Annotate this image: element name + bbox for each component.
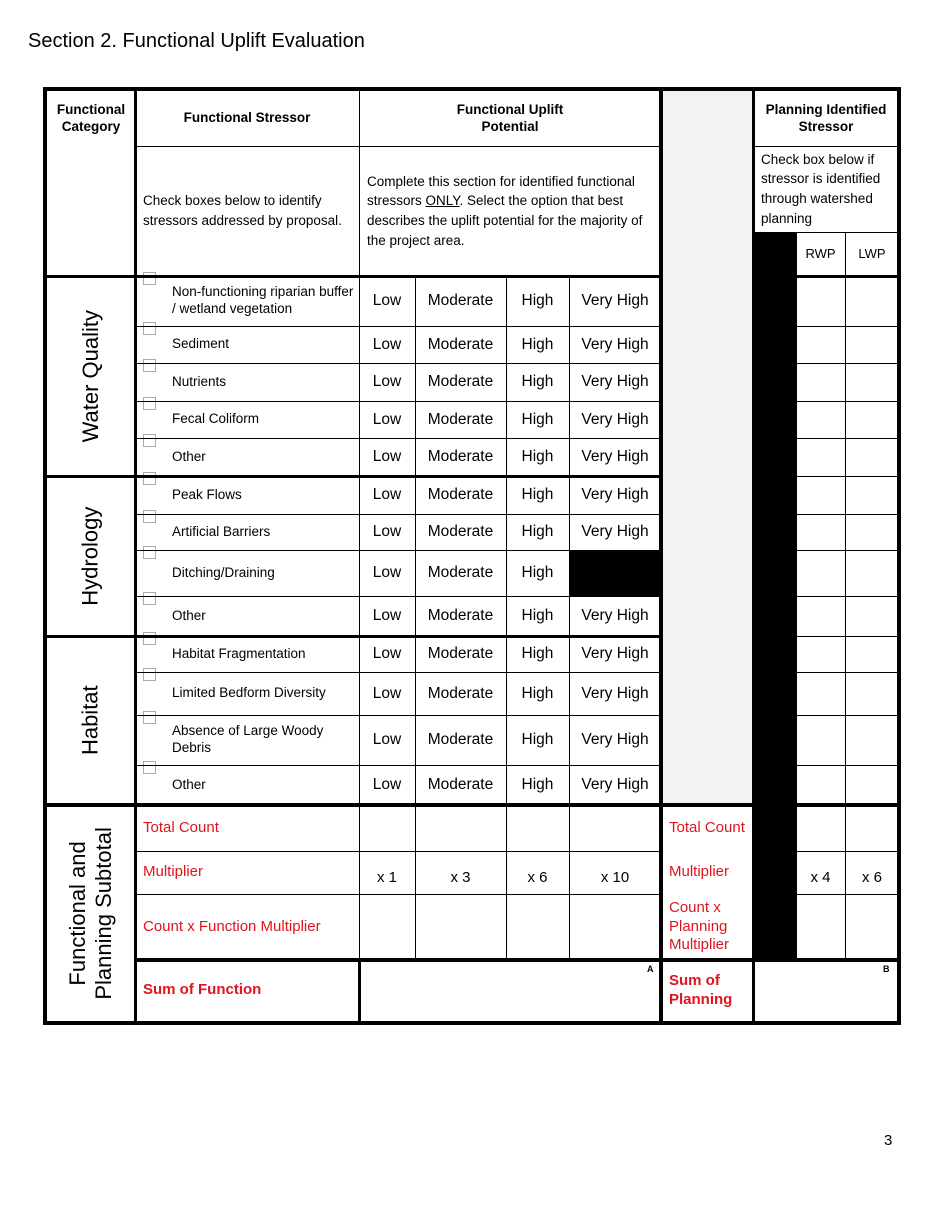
planning-lwp-checkbox[interactable] <box>845 476 899 514</box>
grid-line <box>135 550 661 551</box>
uplift-instructions-only: ONLY <box>425 193 460 209</box>
stressor-label: Artificial Barriers <box>172 523 271 539</box>
planning-rwp-checkbox[interactable] <box>796 276 845 326</box>
subtotal-entry-cell[interactable] <box>359 805 415 851</box>
header-functional-stressor: Functional Stressor <box>183 110 311 126</box>
uplift-option[interactable]: High <box>521 684 554 702</box>
stressor-row <box>135 476 359 514</box>
subtotal-entry-cell[interactable] <box>569 894 661 960</box>
sum-of-planning-box[interactable] <box>753 960 899 1021</box>
planning-lwp-checkbox[interactable] <box>845 363 899 401</box>
subtotal-label-line2: Planning Subtotal <box>91 826 116 1000</box>
grid-line <box>43 1021 901 1025</box>
subtotal-entry-cell[interactable] <box>415 805 506 851</box>
sum-of-planning-label: Sum of Planning <box>669 971 733 1008</box>
uplift-option[interactable]: Very High <box>581 410 649 428</box>
planning-rwp-checkbox[interactable] <box>796 514 845 550</box>
planning-rwp-checkbox[interactable] <box>796 550 845 596</box>
grid-line <box>359 805 360 960</box>
subtotal-entry-cell[interactable] <box>359 894 415 960</box>
category-label-text: Hydrology <box>77 506 103 606</box>
category-label <box>47 476 135 636</box>
uplift-option[interactable]: Low <box>372 607 402 625</box>
stressor-checkbox[interactable] <box>143 711 156 724</box>
subtotal-entry-cell[interactable] <box>415 894 506 960</box>
stressor-label: Absence of Large Woody Debris <box>172 723 324 755</box>
grid-line <box>135 765 661 766</box>
uplift-option[interactable]: Very High <box>581 645 649 663</box>
planning-rwp-checkbox[interactable] <box>796 438 845 476</box>
planning-multiplier-value: x 4 <box>810 869 831 887</box>
planning-lwp-checkbox[interactable] <box>845 276 899 326</box>
grid-line <box>753 275 899 278</box>
uplift-option[interactable]: Moderate <box>427 684 494 702</box>
uplift-option[interactable]: High <box>521 448 554 466</box>
planning-instructions: Check box below if stressor is identified through watershed planning <box>761 151 881 226</box>
grid-line <box>43 803 899 807</box>
uplift-instructions-pre: Complete this section for identified functional stressors <box>367 173 635 209</box>
stressor-label: Other <box>172 607 206 623</box>
uplift-option[interactable]: Moderate <box>427 292 494 310</box>
uplift-option[interactable]: Moderate <box>427 335 494 353</box>
grid-line <box>796 326 899 327</box>
uplift-option[interactable]: Low <box>372 645 402 663</box>
subtotal-entry-cell[interactable] <box>569 805 661 851</box>
grid-line <box>796 401 899 402</box>
grid-line <box>415 276 416 960</box>
stressor-label: Sediment <box>172 336 230 352</box>
uplift-option[interactable]: High <box>521 292 554 310</box>
subtotal-multiplier-label: Multiplier <box>143 863 204 881</box>
planning-lwp-checkbox[interactable] <box>845 326 899 363</box>
uplift-option[interactable]: Moderate <box>427 410 494 428</box>
uplift-option[interactable]: Low <box>372 292 402 310</box>
stressor-checkbox[interactable] <box>143 472 156 485</box>
stressor-row <box>135 514 359 550</box>
uplift-option[interactable]: Very High <box>581 373 649 391</box>
planning-rwp-checkbox[interactable] <box>796 672 845 715</box>
grid-line <box>796 476 899 477</box>
box-a-label: A <box>647 964 654 974</box>
uplift-option[interactable]: Low <box>372 410 402 428</box>
subtotal-planning-total-count-label: Total Count <box>669 818 745 836</box>
uplift-option[interactable]: High <box>521 486 554 504</box>
stressor-row <box>135 550 359 596</box>
planning-lwp-checkbox[interactable] <box>845 636 899 672</box>
function-multiplier-value: x 10 <box>600 869 630 887</box>
uplift-instructions <box>359 146 661 276</box>
stressor-row <box>135 276 359 326</box>
grid-line <box>135 596 661 597</box>
stressor-checkbox[interactable] <box>143 632 156 645</box>
gray-spacer-column <box>661 91 753 805</box>
sum-of-function-box[interactable] <box>359 960 661 1021</box>
grid-line <box>135 326 661 327</box>
category-label <box>47 636 135 805</box>
grid-line <box>43 87 901 91</box>
uplift-option[interactable]: Low <box>372 335 402 353</box>
stressor-checkbox[interactable] <box>143 546 156 559</box>
uplift-option[interactable]: High <box>521 410 554 428</box>
planning-rwp-checkbox[interactable] <box>796 715 845 765</box>
uplift-option[interactable]: Moderate <box>427 373 494 391</box>
stressor-label: Other <box>172 448 206 464</box>
grid-line <box>135 715 661 716</box>
planning-col-rwp: RWP <box>805 245 836 261</box>
grid-line <box>796 765 899 766</box>
planning-lwp-checkbox[interactable] <box>845 596 899 636</box>
grid-line <box>135 958 899 962</box>
stressor-label: Fecal Coliform <box>172 411 260 427</box>
box-b-label: B <box>883 964 890 974</box>
uplift-option[interactable]: High <box>521 564 554 582</box>
uplift-option[interactable]: Very High <box>581 448 649 466</box>
grid-line <box>135 401 661 402</box>
grid-line <box>753 232 899 233</box>
grid-line <box>135 363 661 364</box>
uplift-option[interactable]: Moderate <box>427 776 494 794</box>
stressor-row <box>135 636 359 672</box>
stressor-row <box>135 596 359 636</box>
grid-line <box>796 232 797 960</box>
uplift-option[interactable]: Low <box>372 684 402 702</box>
uplift-evaluation-table <box>43 87 901 1025</box>
planning-multiplier-value: x 6 <box>861 869 882 887</box>
planning-col-lwp: LWP <box>858 245 886 261</box>
uplift-option[interactable]: Very High <box>581 684 649 702</box>
subtotal-planning-entry-cell[interactable] <box>845 805 899 851</box>
subtotal-planning-entry-cell[interactable] <box>796 894 845 960</box>
grid-line <box>796 363 899 364</box>
category-label-subtotal <box>47 805 135 1021</box>
uplift-option[interactable]: Low <box>372 486 402 504</box>
uplift-option[interactable]: High <box>521 373 554 391</box>
subtotal-total-count-label: Total Count <box>143 818 219 836</box>
stressor-checkbox[interactable] <box>143 761 156 774</box>
planning-lwp-checkbox[interactable] <box>845 672 899 715</box>
uplift-option[interactable]: High <box>521 335 554 353</box>
uplift-option[interactable]: Low <box>372 448 402 466</box>
category-label-text: Habitat <box>77 685 103 756</box>
stressor-label: Ditching/Draining <box>172 564 275 580</box>
grid-line <box>135 894 661 895</box>
black-spacer-column <box>753 232 796 960</box>
grid-line <box>753 146 899 147</box>
function-multiplier-value: x 1 <box>376 869 397 887</box>
stressor-label: Non-functioning riparian buffer / wetland vegetation <box>172 284 354 316</box>
stressor-row <box>135 672 359 715</box>
planning-rwp-checkbox[interactable] <box>796 636 845 672</box>
stressor-label: Habitat Fragmentation <box>172 645 306 661</box>
grid-line <box>752 87 755 1025</box>
grid-line <box>359 87 360 276</box>
category-label-text: Water Quality <box>77 309 103 443</box>
category-label <box>47 276 135 476</box>
grid-line <box>796 438 899 439</box>
uplift-option[interactable]: Moderate <box>427 645 494 663</box>
uplift-option[interactable]: Low <box>372 776 402 794</box>
grid-line <box>796 550 899 551</box>
stressor-checkbox[interactable] <box>143 272 156 285</box>
grid-line <box>845 232 846 960</box>
grid-line <box>43 87 47 1025</box>
uplift-option[interactable]: Very High <box>581 486 649 504</box>
planning-rwp-checkbox[interactable] <box>796 326 845 363</box>
grid-line <box>135 438 661 439</box>
grid-line <box>358 960 361 1025</box>
subtotal-planning-multiplier-label: Multiplier <box>669 863 730 881</box>
stressor-row <box>135 326 359 363</box>
grid-line <box>135 672 661 673</box>
uplift-option[interactable]: Very High <box>581 731 649 749</box>
grid-line <box>796 851 899 852</box>
uplift-option[interactable]: Very High <box>581 607 649 625</box>
stressor-checkbox[interactable] <box>143 322 156 335</box>
uplift-option[interactable]: Very High <box>581 523 649 541</box>
stressor-checkbox[interactable] <box>143 397 156 410</box>
page-title: Section 2. Functional Uplift Evaluation <box>28 30 365 52</box>
grid-line <box>569 276 570 960</box>
stressor-row <box>135 363 359 401</box>
stressor-label: Other <box>172 776 206 792</box>
uplift-option[interactable]: High <box>521 645 554 663</box>
subtotal-planning-entry-cell[interactable] <box>796 805 845 851</box>
subtotal-label-line1: Functional and <box>64 840 90 986</box>
uplift-option[interactable]: Low <box>372 373 402 391</box>
uplift-option[interactable]: High <box>521 523 554 541</box>
grid-line <box>135 851 661 852</box>
planning-rwp-checkbox[interactable] <box>796 476 845 514</box>
uplift-instructions-post: . Select the option that best describes the uplift potential for the majority of the project area. <box>367 193 643 248</box>
uplift-option[interactable]: High <box>521 776 554 794</box>
stressor-checkbox[interactable] <box>143 592 156 605</box>
blocked-cell <box>569 550 661 596</box>
uplift-option[interactable]: Moderate <box>427 731 494 749</box>
planning-lwp-checkbox[interactable] <box>845 550 899 596</box>
uplift-option[interactable]: Very High <box>581 776 649 794</box>
uplift-option[interactable]: Moderate <box>427 607 494 625</box>
uplift-option[interactable]: Low <box>372 731 402 749</box>
subtotal-count-x-planning-label: Count x Planning Multiplier <box>669 898 730 954</box>
stressor-label: Peak Flows <box>172 486 242 502</box>
stressor-checkbox[interactable] <box>143 359 156 372</box>
planning-rwp-checkbox[interactable] <box>796 363 845 401</box>
grid-line <box>796 894 899 895</box>
page-number: 3 <box>884 1132 893 1149</box>
uplift-option[interactable]: Low <box>372 564 402 582</box>
planning-rwp-checkbox[interactable] <box>796 401 845 438</box>
stressor-row <box>135 438 359 476</box>
grid-line <box>659 87 663 1025</box>
header-planning-stressor: Planning Identified Stressor <box>765 101 887 134</box>
uplift-option[interactable]: Moderate <box>427 564 494 582</box>
sum-of-function-label: Sum of Function <box>143 981 262 999</box>
grid-line <box>134 87 137 1025</box>
grid-line <box>796 672 899 673</box>
uplift-option[interactable]: Moderate <box>427 486 494 504</box>
stressor-checkbox[interactable] <box>143 510 156 523</box>
grid-line <box>135 514 661 515</box>
function-multiplier-value: x 6 <box>527 869 548 887</box>
stressor-row <box>135 715 359 765</box>
planning-lwp-checkbox[interactable] <box>845 514 899 550</box>
function-multiplier-value: x 3 <box>450 869 471 887</box>
grid-line <box>796 715 899 716</box>
stressor-instructions: Check boxes below to identify stressors addressed by proposal. <box>143 193 342 228</box>
category-label-subtotal-text <box>65 827 118 999</box>
planning-lwp-checkbox[interactable] <box>845 765 899 805</box>
planning-lwp-checkbox[interactable] <box>845 438 899 476</box>
grid-line <box>359 276 360 805</box>
header-functional-category: Functional Category <box>56 101 126 134</box>
subtotal-entry-cell[interactable] <box>506 805 569 851</box>
uplift-option[interactable]: High <box>521 607 554 625</box>
uplift-option[interactable]: Very High <box>581 335 649 353</box>
stressor-label: Nutrients <box>172 373 227 389</box>
planning-rwp-checkbox[interactable] <box>796 596 845 636</box>
header-uplift-potential: Functional Uplift Potential <box>456 101 564 134</box>
stressor-row <box>135 401 359 438</box>
uplift-option[interactable]: Moderate <box>427 448 494 466</box>
stressor-checkbox[interactable] <box>143 668 156 681</box>
uplift-option[interactable]: High <box>521 731 554 749</box>
subtotal-entry-cell[interactable] <box>506 894 569 960</box>
uplift-option[interactable]: Very High <box>581 292 649 310</box>
planning-rwp-checkbox[interactable] <box>796 765 845 805</box>
stressor-label: Limited Bedform Diversity <box>172 685 326 701</box>
grid-line <box>796 636 899 637</box>
grid-line <box>796 514 899 515</box>
uplift-option[interactable]: Low <box>372 523 402 541</box>
planning-lwp-checkbox[interactable] <box>845 715 899 765</box>
grid-line <box>796 596 899 597</box>
subtotal-count-x-function-label: Count x Function Multiplier <box>143 917 321 935</box>
uplift-option[interactable]: Moderate <box>427 523 494 541</box>
grid-line <box>506 276 507 960</box>
grid-line <box>135 146 661 147</box>
planning-lwp-checkbox[interactable] <box>845 401 899 438</box>
stressor-row <box>135 765 359 805</box>
subtotal-planning-entry-cell[interactable] <box>845 894 899 960</box>
stressor-checkbox[interactable] <box>143 434 156 447</box>
grid-line <box>897 87 901 1025</box>
